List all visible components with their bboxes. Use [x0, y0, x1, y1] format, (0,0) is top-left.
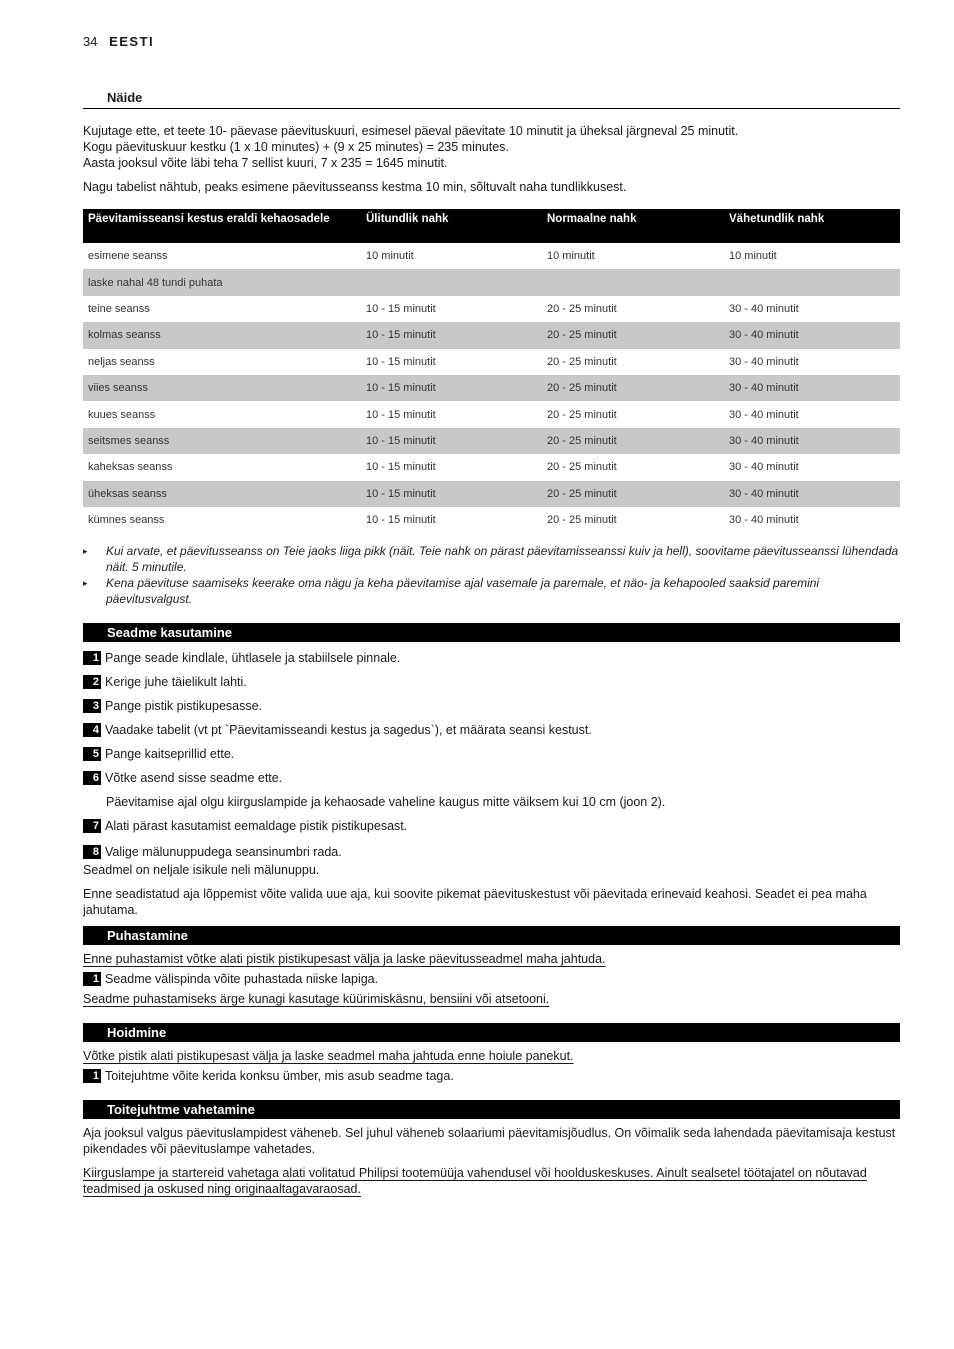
step-number: 4	[83, 723, 101, 737]
cleaning-caution: Seadme puhastamiseks ärge kunagi kasutage küürimiskäsnu, bensiini või atsetooni.	[83, 992, 550, 1007]
language-label: EESTI	[109, 34, 155, 49]
table-cell: 20 - 25 minutit	[547, 302, 617, 315]
table-cell	[542, 269, 724, 295]
table-cell: 30 - 40 minutit	[724, 375, 900, 401]
table-header-cell: Vähetundlik nahk	[724, 209, 900, 243]
step-item	[83, 646, 900, 670]
step-6-note: Päevitamise ajal olgu kiirguslampide ja kehaosade vaheline kaugus mitte väiksem kui 10 cm (joon 2).	[106, 795, 666, 810]
table-cell: kümnes seanss	[88, 514, 165, 527]
table-header-row	[83, 209, 900, 243]
table-header-cell: Ülitundlik nahk	[361, 209, 542, 243]
table-cell: 30 - 40 minutit	[724, 481, 900, 507]
table-header-cell: Normaalne nahk	[542, 209, 724, 243]
table-cell: 10 minutit	[729, 250, 777, 263]
example-line: Kujutage ette, et teete 10- päevase päevituskuuri, esimesel päeval päevitate 10 minutit ja üheksal järgneval 25 minutit.	[83, 124, 739, 138]
table-cell: teine seanss	[88, 302, 150, 315]
step-number: 3	[83, 699, 101, 713]
step-text: Toitejuhtme võite kerida konksu ümber, mis asub seadme taga.	[105, 1069, 454, 1084]
table-row	[83, 507, 900, 533]
table-cell: 30 - 40 minutit	[729, 461, 799, 474]
table-cell: 10 - 15 minutit	[361, 428, 542, 454]
table-cell: neljas seanss	[88, 355, 155, 368]
step-item	[83, 766, 900, 790]
step-text: Pange pistik pistikupesasse.	[105, 699, 263, 714]
section-heading-cleaning: Puhastamine	[83, 926, 900, 945]
table-cell: 30 - 40 minutit	[729, 408, 799, 421]
step-text: Vaadake tabelit (vt pt `Päevitamisseandi kestus ja sagedus`), et määrata seansi kestust.	[105, 723, 592, 738]
table-cell: 20 - 25 minutit	[542, 322, 724, 348]
table-cell: üheksas seanss	[83, 481, 361, 507]
table-cell: esimene seanss	[88, 250, 168, 263]
table-cell: 10 - 15 minutit	[366, 355, 436, 368]
reset-time-text: Enne seadistatud aja lõppemist võite valida uue aja, kui soovite pikemat päevituskestust või päevitada erinevaid keahosi. Seadet ei pea maha jahutama.	[83, 887, 867, 918]
table-cell	[361, 269, 542, 295]
table-cell: kolmas seanss	[83, 322, 361, 348]
step-text: Pange kaitseprillid ette.	[105, 747, 235, 762]
table-cell: 10 - 15 minutit	[361, 375, 542, 401]
step-item	[83, 742, 900, 766]
page-header	[83, 34, 154, 49]
tip-item	[83, 543, 900, 575]
table-cell: 20 - 25 minutit	[547, 355, 617, 368]
table-row	[83, 481, 900, 507]
bullet-icon: ▸	[83, 578, 88, 589]
section-heading-storage: Hoidmine	[83, 1023, 900, 1042]
table-cell: 20 - 25 minutit	[547, 461, 617, 474]
example-line: Aasta jooksul võite läbi teha 7 sellist kuuri, 7 x 235 = 1645 minutit.	[83, 156, 448, 170]
usage-steps	[83, 646, 900, 790]
table-cell: 30 - 40 minutit	[729, 355, 799, 368]
step-number: 2	[83, 675, 101, 689]
step-text: Seadme välispinda võite puhastada niiske lapiga.	[105, 972, 379, 987]
step-number: 8	[83, 845, 101, 859]
table-row	[83, 401, 900, 427]
page-content	[83, 90, 900, 1197]
table-cell: 10 - 15 minutit	[361, 322, 542, 348]
table-row	[83, 454, 900, 480]
table-cell	[724, 269, 900, 295]
storage-warning: Võtke pistik alati pistikupesast välja ja laske seadmel maha jahtuda enne hoiule panekut.	[83, 1049, 574, 1064]
step-item	[83, 842, 900, 862]
step-text: Valige mälunuppudega seansinumbri rada.	[105, 845, 342, 860]
table-cell: laske nahal 48 tundi puhata	[83, 269, 361, 295]
step-item	[83, 670, 900, 694]
table-cell: 20 - 25 minutit	[542, 481, 724, 507]
step-item	[83, 694, 900, 718]
replacement-text: Aja jooksul valgus päevituslampidest väheneb. Sel juhul väheneb solaariumi päevitamisjõudlus. On võimalik seda lahendada päevitamisaja kestust pikendades või päevituslampe vahetades.	[83, 1126, 896, 1157]
table-row	[83, 243, 900, 269]
section-heading-replacement: Toitejuhtme vahetamine	[83, 1100, 900, 1119]
step-number: 7	[83, 819, 101, 833]
tip-text: Kena päevituse saamiseks keerake oma nägu ja keha päevitamise ajal vasemale ja paremale, et näo- ja kehapooled saaksid paremini päevitusvalgust.	[106, 576, 820, 607]
cleaning-warning: Enne puhastamist võtke alati pistik pistikupesast välja ja laske päevitusseadmel maha jahtuda.	[83, 952, 606, 967]
tip-item	[83, 575, 900, 607]
table-cell: 10 - 15 minutit	[366, 408, 436, 421]
table-row	[83, 269, 900, 295]
table-cell: 10 minutit	[366, 250, 414, 263]
table-cell: 20 - 25 minutit	[547, 408, 617, 421]
bullet-icon: ▸	[83, 546, 88, 557]
step-number: 5	[83, 747, 101, 761]
table-body	[83, 243, 900, 533]
step-item	[83, 814, 900, 838]
table-cell: seitsmes seanss	[83, 428, 361, 454]
section-heading-usage: Seadme kasutamine	[83, 623, 900, 642]
table-cell: kaheksas seanss	[88, 461, 173, 474]
table-cell: viies seanss	[83, 375, 361, 401]
table-row	[83, 428, 900, 454]
step-number: 6	[83, 771, 101, 785]
example-heading: Näide	[83, 90, 900, 109]
table-cell: 10 - 15 minutit	[366, 302, 436, 315]
step-text: Pange seade kindlale, ühtlasele ja stabiilsele pinnale.	[105, 651, 401, 666]
tanning-schedule-table	[83, 209, 900, 533]
step-number: 1	[83, 651, 101, 665]
table-header-cell: Päevitamisseansi kestus eraldi kehaosadele	[83, 209, 361, 243]
step-number: 1	[83, 1069, 101, 1083]
step-text: Alati pärast kasutamist eemaldage pistik pistikupesast.	[105, 819, 408, 834]
table-cell: 30 - 40 minutit	[724, 322, 900, 348]
table-cell: 10 - 15 minutit	[366, 461, 436, 474]
page-number: 34	[83, 34, 98, 49]
step-number: 1	[83, 972, 101, 986]
table-cell: 20 - 25 minutit	[542, 375, 724, 401]
table-cell: kuues seanss	[88, 408, 156, 421]
step-text: Kerige juhe täielikult lahti.	[105, 675, 247, 690]
table-cell: 10 - 15 minutit	[361, 481, 542, 507]
step-item	[83, 1064, 900, 1088]
step-text: Võtke asend sisse seadme ette.	[105, 771, 283, 786]
example-line: Kogu päevituskuur kestku (1 x 10 minutes) + (9 x 25 minutes) = 235 minutes.	[83, 140, 509, 154]
tips-list	[83, 543, 900, 607]
table-intro: Nagu tabelist nähtub, peaks esimene päevitusseanss kestma 10 min, sõltuvalt naha tundlikkusest.	[83, 180, 627, 194]
table-cell: 10 minutit	[547, 250, 595, 263]
table-row	[83, 322, 900, 348]
table-cell: 30 - 40 minutit	[729, 302, 799, 315]
tip-text: Kui arvate, et päevitusseanss on Teie jaoks liiga pikk (näit. Teie nahk on pärast päevitamisseanssi kuiv ja hell), soovitame päevitusseanssi lühendada näit. 5 minutile.	[106, 544, 899, 575]
step-item	[83, 967, 900, 991]
table-row	[83, 375, 900, 401]
table-cell: 20 - 25 minutit	[547, 514, 617, 527]
table-row	[83, 296, 900, 322]
replacement-warning: Kiirguslampe ja startereid vahetaga alati volitatud Philipsi tootemüüja vahendusel või hoolduskeskuses. Ainult sealsetel töötajatel on nõutavad teadmised ja oskused ning originaaltagavaraosad.	[83, 1166, 867, 1197]
table-cell: 30 - 40 minutit	[729, 514, 799, 527]
table-cell: 20 - 25 minutit	[542, 428, 724, 454]
memory-buttons-text: Seadmel on neljale isikule neli mälunuppu.	[83, 863, 320, 878]
table-row	[83, 349, 900, 375]
table-cell: 30 - 40 minutit	[724, 428, 900, 454]
table-cell: 10 - 15 minutit	[366, 514, 436, 527]
step-item	[83, 718, 900, 742]
